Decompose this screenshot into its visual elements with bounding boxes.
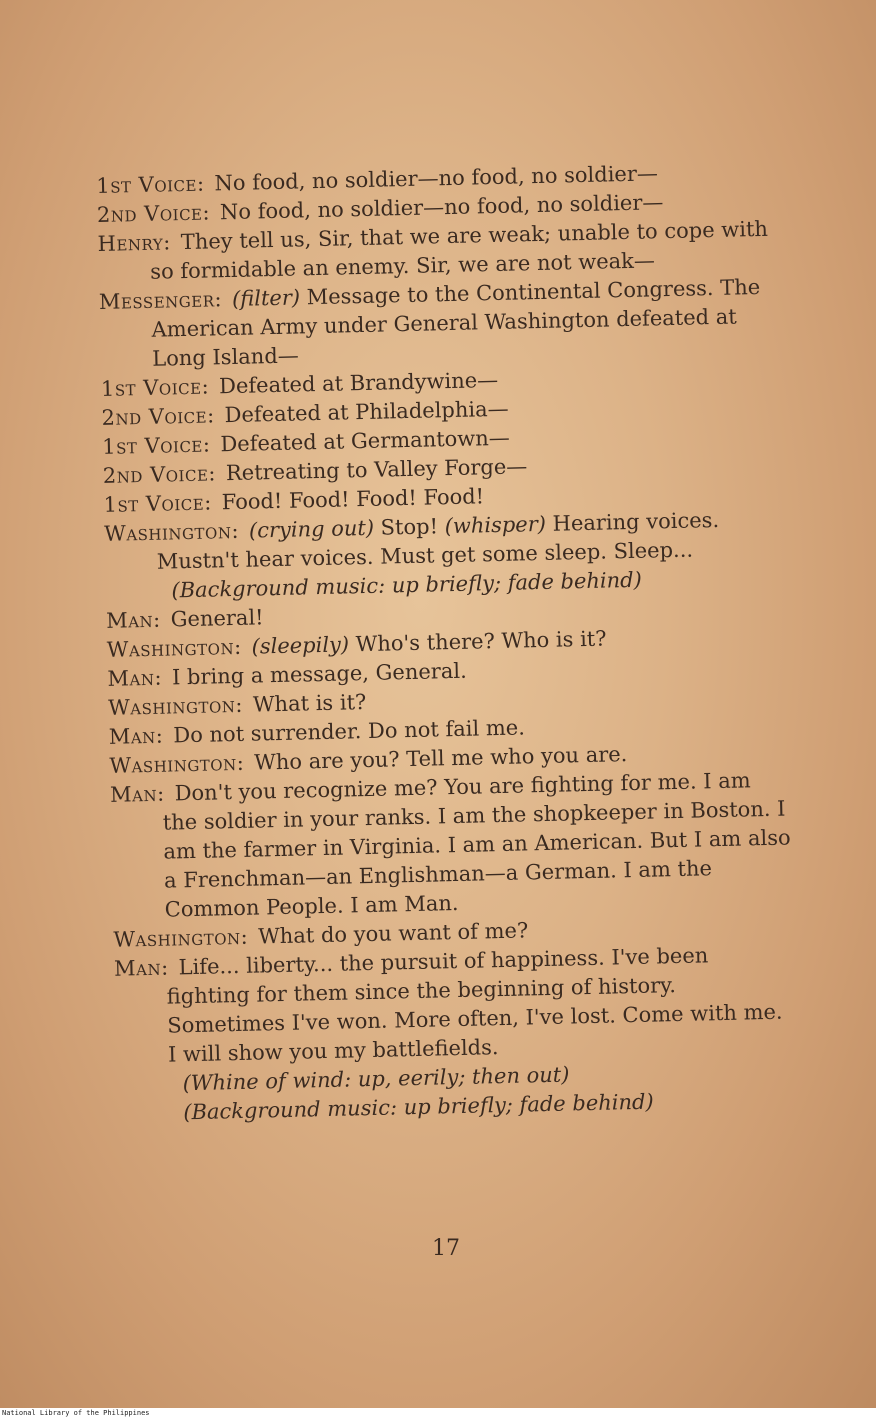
speaker-name: 2nd Voice: xyxy=(102,461,217,488)
speaker-name: Henry: xyxy=(97,230,172,256)
speaker-name: Washington: xyxy=(107,692,244,720)
dialogue-text: Who's there? Who is it? xyxy=(348,626,607,657)
dialogue-text: Stop! xyxy=(373,514,445,540)
speaker-name: 2nd Voice: xyxy=(96,200,211,227)
speaker-name: 1st Voice: xyxy=(96,171,205,198)
dialogue-line xyxy=(110,765,793,925)
speaker-name: Washington: xyxy=(103,518,240,546)
dialogue-text: No food, no soldier—no food, no soldier— xyxy=(219,190,664,225)
speaker-name: 1st Voice: xyxy=(101,432,211,459)
speaker-name: Man: xyxy=(105,607,161,633)
dialogue-text: Do not surrender. Do not fail me. xyxy=(173,715,526,748)
speaker-name: Washington: xyxy=(109,750,245,778)
dialogue-text: Don't you recognize me? You are fighting for me. I am the soldier in your ranks. I am the shopkeeper in Boston. I am the farmer in Virginia. I am an American. But I am also a Frenchman—an Englishman—a German. I am the Common People. I am Man. xyxy=(162,768,791,922)
inline-direction: (sleepily) xyxy=(251,632,350,659)
speaker-name: Man: xyxy=(113,955,169,981)
speaker-name: Man: xyxy=(109,781,165,807)
library-credit: National Library of the Philippines xyxy=(0,1408,876,1418)
speaker-name: Man: xyxy=(108,723,164,749)
speaker-name: 1st Voice: xyxy=(100,374,210,401)
page-number: 17 xyxy=(432,1236,460,1261)
dialogue-text: Defeated at Brandywine— xyxy=(218,367,499,399)
dialogue-text: Defeated at Germantown— xyxy=(220,425,511,457)
inline-direction: (filter) xyxy=(231,285,301,311)
dialogue-line xyxy=(114,939,796,1070)
dialogue-text: What do you want of me? xyxy=(257,918,529,949)
dialogue-text: Message to the Continental Congress. The American Army under General Washington defeated at Long Island— xyxy=(151,274,761,371)
speaker-name: 2nd Voice: xyxy=(101,403,215,430)
speaker-name: Man: xyxy=(107,665,163,691)
dialogue-text: Defeated at Philadelphia— xyxy=(224,396,509,428)
inline-direction: (crying out) xyxy=(248,515,375,543)
stage-direction: (Background music: up briefly; fade behind) xyxy=(183,1089,654,1125)
dialogue-text: Who are you? Tell me who you are. xyxy=(253,742,628,775)
stage-direction: (Background music: up briefly; fade behind) xyxy=(171,567,643,603)
dialogue-text: Life... liberty... the pursuit of happiness. I've been fighting for them since the beginning of history. Sometimes I've won. More often, I've lost. Come with me. I will show you my battlefields. xyxy=(166,943,783,1067)
speaker-name: Washington: xyxy=(113,924,249,952)
dialogue-text: Hearing voices. Mustn't hear voices. Must get some sleep. Sleep... xyxy=(156,507,720,574)
dialogue-text: Retreating to Valley Forge— xyxy=(225,454,528,486)
inline-direction: (whisper) xyxy=(444,511,547,539)
dialogue-text: They tell us, Sir, that we are weak; unable to cope with so formidable an enemy. Sir, we are not weak— xyxy=(150,216,769,284)
dialogue-text: No food, no soldier—no food, no soldier— xyxy=(214,161,659,196)
speaker-name: 1st Voice: xyxy=(103,490,213,517)
dialogue-text: I bring a message, General. xyxy=(171,658,467,690)
dialogue-line xyxy=(99,273,781,375)
dialogue-text: General! xyxy=(170,605,264,632)
speaker-name: Washington: xyxy=(106,634,242,662)
dialogue-text: What is it? xyxy=(252,690,367,717)
speaker-name: Messenger: xyxy=(98,287,223,314)
dialogue-text: Food! Food! Food! Food! xyxy=(221,484,485,515)
script-text xyxy=(96,157,798,1129)
stage-direction: (Whine of wind: up, eerily; then out) xyxy=(182,1062,570,1096)
